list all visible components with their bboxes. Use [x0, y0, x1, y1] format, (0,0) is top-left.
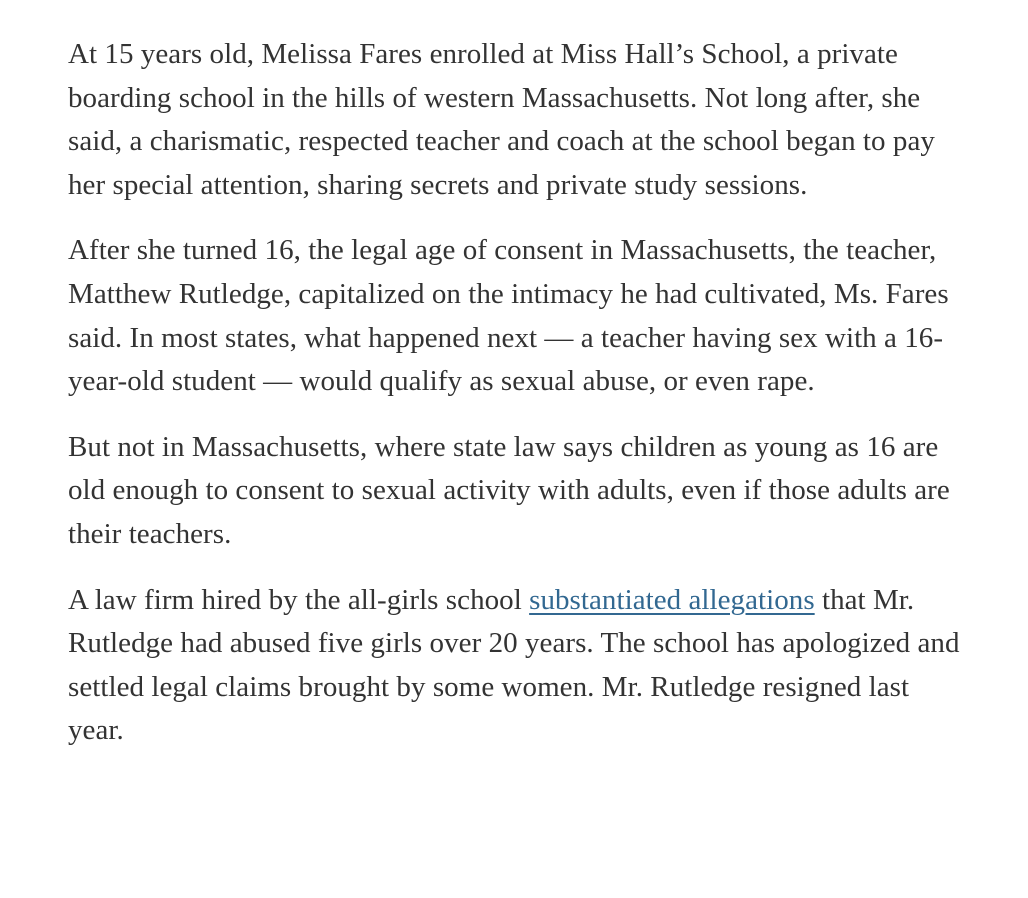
paragraph-1: At 15 years old, Melissa Fares enrolled at Miss Hall’s School, a private boarding school in the hills of western Massachusetts. Not long after, she said, a charismatic, respected teacher and coach at the school began to pay her special attention, sharing secrets and private study sessions. — [68, 38, 935, 201]
substantiated-allegations-link[interactable]: substantiated allegations — [529, 583, 815, 616]
paragraph-2: After she turned 16, the legal age of consent in Massachusetts, the teacher, Matthew Rutledge, capitalized on the intimacy he had cultivated, Ms. Fares said. In most states, what happened next — a teacher having sex with a 16-year-old student — would qualify as sexual abuse, or even rape. — [68, 234, 949, 398]
paragraph-4-after-link: that Mr. Rutledge had abused five girls over 20 years. The school has apologized and settled legal claims brought by some women. Mr. Rutledge resigned last year. — [68, 583, 960, 747]
paragraph-4 — [68, 579, 968, 753]
paragraph-3: But not in Massachusetts, where state law says children as young as 16 are old enough to consent to sexual activity with adults, even if those adults are their teachers. — [68, 430, 950, 550]
article-body — [68, 33, 968, 775]
paragraph-4-before-link: A law firm hired by the all-girls school — [68, 583, 530, 616]
